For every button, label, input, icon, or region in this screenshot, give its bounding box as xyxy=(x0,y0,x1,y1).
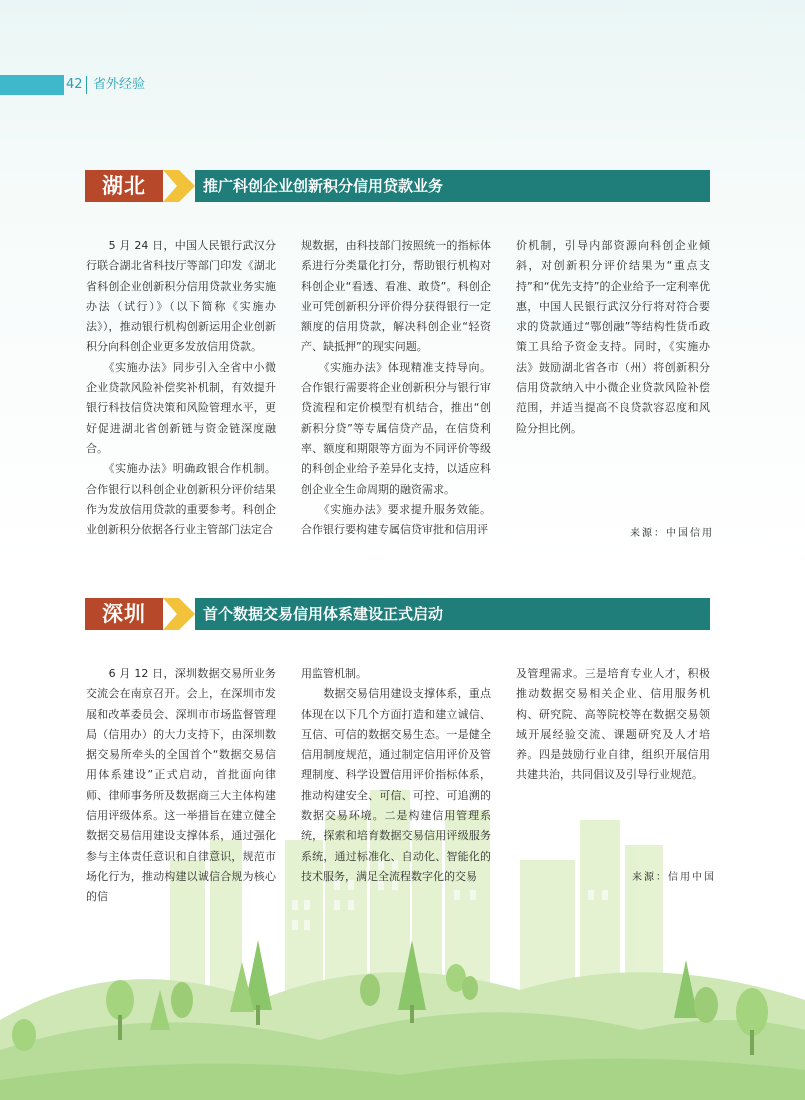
article-source: 来源：中国信用 xyxy=(630,528,714,539)
article-column: 用监管机制。 数据交易信用建设支撑体系，重点体现在以下几个方面打造和建立诚信、互信、可信的数据交易生态。一是健全信用制度规范，通过制定信用评价及管理制度、科学设置信用评价指标体系，推动构建安全、可信、可控、可追溯的数据交易环境。二是构建信用管理系统，探索和培育数据交易信用评级服务系统，通过标准化、自动化、智能化的技术服务，满足全流程数字化的交易 xyxy=(301,667,491,883)
article-title: 推广科创企业创新积分信用贷款业务 xyxy=(203,177,444,195)
article-column: 规数据，由科技部门按照统一的指标体系进行分类量化打分，帮助银行机构对科创企业“看透、看准、敢贷”。科创企业可凭创新积分评价得分获得银行一定额度的信用贷款，解决科创企业“轻资产、缺抵押”的现实问题。 《实施办法》体现精准支持导向。合作银行需要将企业创新积分与银行审贷流程和定价模型有机结合，推出“创新积分贷”等专属信贷产品，在信贷利率、额度和期限等方面为不同评价等级的科创企业给予差异化支持，以适应科创企业全生命周期的融资需求。 《实施办法》要求提升服务效能。合作银行要构建专属信贷审批和信用评 xyxy=(301,239,491,537)
header-divider xyxy=(86,76,87,94)
page-number: 42 xyxy=(66,77,83,92)
header-accent-bar xyxy=(0,75,64,95)
article-source: 来源：信用中国 xyxy=(632,872,716,883)
article-column: 及管理需求。三是培育专业人才，积极推动数据交易相关企业、信用服务机构、研究院、高等院校等在数据交易领域开展经验交流、课题研究及人才培养。四是鼓励行业自律，组织开展信用共建共治，共同倡议及引导行业规范。 xyxy=(516,667,710,782)
region-tag: 湖北 xyxy=(85,170,163,202)
arrow-icon xyxy=(163,170,199,202)
article-banner-hubei xyxy=(85,170,710,202)
article-banner-shenzhen xyxy=(85,598,710,630)
arrow-icon xyxy=(163,598,199,630)
section-title: 省外经验 xyxy=(93,77,146,92)
region-tag: 深圳 xyxy=(85,598,163,630)
article-title: 首个数据交易信用体系建设正式启动 xyxy=(203,605,444,623)
article-column: 5 月 24 日，中国人民银行武汉分行联合湖北省科技厅等部门印发《湖北省科创企业创新积分信用贷款业务实施办法（试行）》（以下简称《实施办法》），推动银行机构创新运用企业创新积分向科创企业更多发放信用贷款。 《实施办法》同步引入全省中小微企业贷款风险补偿奖补机制，有效提升银行科技信贷决策和风险管理水平，更好促进湖北省创新链与资金链深度融合。 《实施办法》明确政银合作机制。合作银行以科创企业创新积分评价结果作为发放信用贷款的重要参考。科创企业创新积分依据各行业主管部门法定合 xyxy=(86,239,276,537)
article-column: 价机制，引导内部资源向科创企业倾斜，对创新积分评价结果为“重点支持”和“优先支持”的企业给予一定利率优惠，中国人民银行武汉分行将对符合要求的贷款通过“鄂创融”等结构性货币政策工具给予资金支持。同时，《实施办法》鼓励湖北省各市（州）将创新积分信用贷款纳入中小微企业贷款风险补偿范围，并适当提高不良贷款容忍度和风险分担比例。 xyxy=(516,239,710,435)
page-header xyxy=(0,71,300,97)
article-column: 6 月 12 日，深圳数据交易所业务交流会在南京召开。会上，在深圳市发展和改革委员会、深圳市市场监督管理局（信用办）的大力支持下，由深圳数据交易所牵头的全国首个“数据交易信用体系建设”正式启动，首批面向律师、律师事务所及数据商三大主体构建信用评级体系。这一举措旨在建立健全数据交易信用建设支撑体系，通过强化参与主体责任意识和自律意识，规范市场化行为，推动构建以诚信合规为核心的信 xyxy=(86,667,276,904)
